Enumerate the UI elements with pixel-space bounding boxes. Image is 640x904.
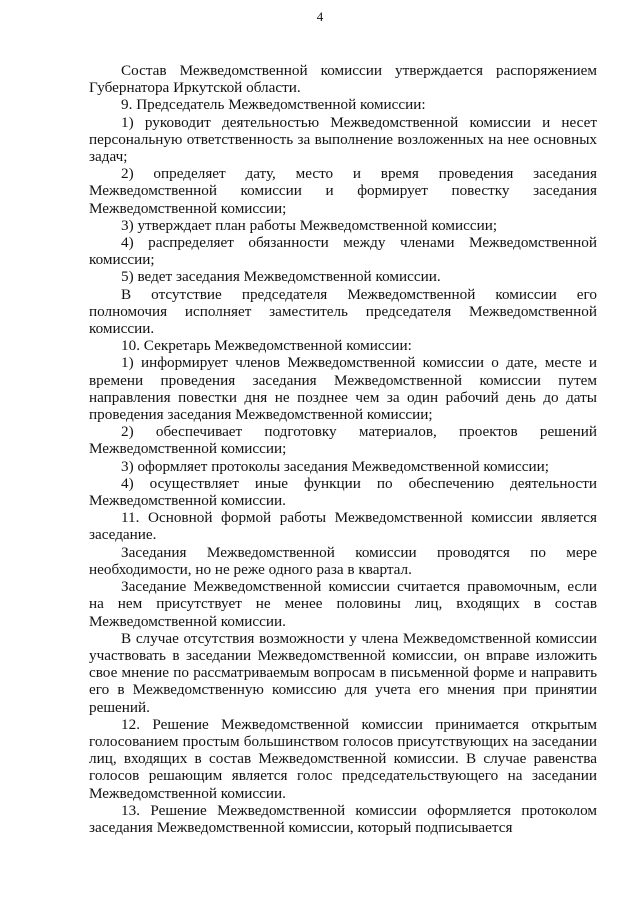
paragraph: 5) ведет заседания Межведомственной комиссии. bbox=[121, 268, 441, 286]
page-number: 4 bbox=[316, 9, 324, 24]
paragraph: Заседания Межведомственной комиссии проводятся по мере необходимости, но не реже одного раза в квартал. bbox=[89, 543, 597, 578]
paragraph: 10. Секретарь Межведомственной комиссии: bbox=[121, 337, 412, 355]
paragraph: 1) руководит деятельностью Межведомственной комиссии и несет персональную ответственность за выполнение возложенных на нее основных задач; bbox=[89, 113, 597, 166]
paragraph: 3) утверждает план работы Межведомственной комиссии; bbox=[121, 216, 498, 234]
paragraph: 9. Председатель Межведомственной комиссии: bbox=[121, 96, 426, 114]
paragraph: 13. Решение Межведомственной комиссии оформляется протоколом заседания Межведомственной комиссии, который подписывается bbox=[89, 801, 597, 836]
paragraph: 4) осуществляет иные функции по обеспечению деятельности Межведомственной комиссии. bbox=[89, 474, 597, 510]
paragraph: 3) оформляет протоколы заседания Межведомственной комиссии; bbox=[121, 457, 550, 475]
paragraph: 1) информирует членов Межведомственной комиссии о дате, месте и времени проведения заседания Межведомственной комиссии путем направления повестки дня не позднее чем за один рабочий день до даты проведения заседания Межведомственной комиссии; bbox=[89, 354, 597, 424]
paragraph: В случае отсутствия возможности у члена Межведомственной комиссии участвовать в заседании Межведомственной комиссии, он вправе изложить свое мнение по рассматриваемым вопросам в письменной форме и направить его в Межведомственную комиссию для учета его мнения при принятии решений. bbox=[89, 629, 597, 716]
paragraph: 2) обеспечивает подготовку материалов, проектов решений Межведомственной комиссии; bbox=[89, 423, 597, 458]
document-body bbox=[89, 62, 597, 836]
paragraph: Заседание Межведомственной комиссии считается правомочным, если на нем присутствует не менее половины лиц, входящих в состав Межведомственной комиссии. bbox=[89, 578, 597, 630]
paragraph: 2) определяет дату, место и время проведения заседания Межведомственной комиссии и формирует повестку заседания Межведомственной комиссии; bbox=[89, 165, 597, 217]
paragraph: 12. Решение Межведомственной комиссии принимается открытым голосованием простым большинством голосов присутствующих на заседании лиц, входящих в состав Межведомственной комиссии. В случае равенства голосов решающим является голос председательствующего на заседании Межведомственной комиссии. bbox=[89, 715, 597, 802]
paragraph: 4) распределяет обязанности между членами Межведомственной комиссии; bbox=[89, 234, 597, 269]
paragraph: 11. Основной формой работы Межведомственной комиссии является заседание. bbox=[89, 509, 597, 544]
paragraph: В отсутствие председателя Межведомственной комиссии его полномочия исполняет заместитель председателя Межведомственной комиссии. bbox=[89, 285, 597, 338]
paragraph: Состав Межведомственной комиссии утверждается распоряжением Губернатора Иркутской области. bbox=[89, 62, 597, 97]
